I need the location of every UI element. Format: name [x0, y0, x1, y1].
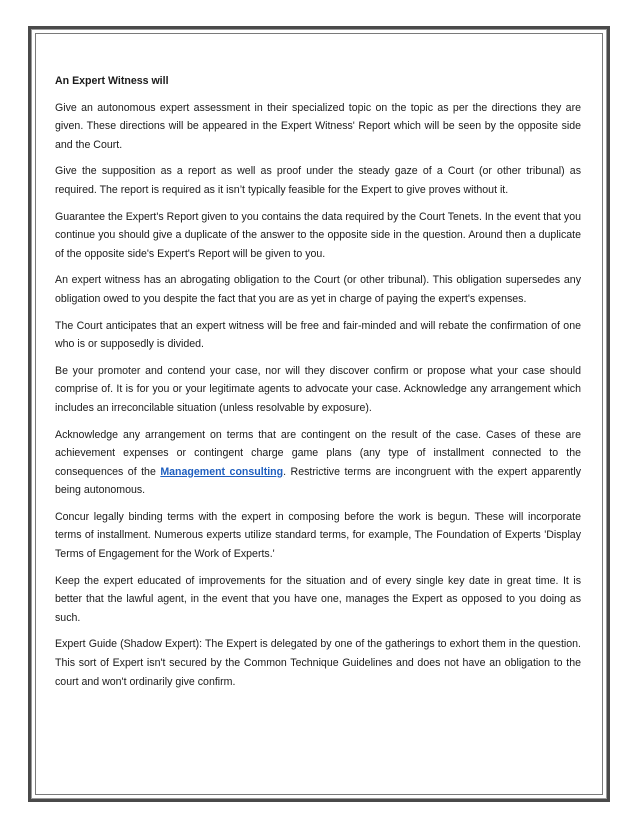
paragraph-9: Keep the expert educated of improvements for the situation and of every single key date in great time. It is better that the lawful agent, in the event that you have one, manages the Expert as opposed to you doing as such.	[55, 574, 581, 624]
paragraph-7-text-after: . Restrictive terms are incongruent with the expert apparently being autonomous.	[55, 465, 582, 497]
document-title: An Expert Witness will	[55, 75, 169, 87]
document-body	[55, 72, 581, 699]
paragraph-7	[55, 426, 581, 500]
paragraph-3: Guarantee the Expert's Report given to you contains the data required by the Court Tenets. In the event that you continue you should give a duplicate of the answer to the opposite side in the question. Around then a duplicate of the opposite side's Expert's Report will be given to you.	[55, 210, 581, 260]
paragraph-10: Expert Guide (Shadow Expert): The Expert is delegated by one of the gatherings to exhort them in the question. This sort of Expert isn't secured by the Common Technique Guidelines and does not have an obligation to the court and won't ordinarily give confirm.	[55, 638, 581, 688]
paragraph-6: Be your promoter and contend your case, nor will they discover confirm or propose what your case should comprise of. It is for you or your legitimate agents to advocate your case. Acknowledge any arrangement which includes an irreconcilable situation (unless resolvable by exposure).	[55, 364, 581, 414]
paragraph-8: Concur legally binding terms with the expert in composing before the work is begun. These will incorporate terms of installment. Numerous experts utilize standard terms, for example, The Foundation of Experts 'Display Terms of Engagement for the Work of Experts.'	[55, 510, 581, 561]
paragraph-5: The Court anticipates that an expert witness will be free and fair-minded and will rebate the confirmation of one who is or supposedly is divided.	[55, 319, 581, 351]
paragraph-1: Give an autonomous expert assessment in their specialized topic on the topic as per the directions they are given. These directions will be appeared in the Expert Witness' Report which will be seen by the opposite side and the Court.	[55, 101, 581, 151]
paragraph-2: Give the supposition as a report as well as proof under the steady gaze of a Court (or other tribunal) as required. The report is required as it isn’t typically feasible for the Expert to give proves without it.	[55, 165, 581, 196]
management-consulting-link[interactable]: Management consulting	[160, 465, 284, 478]
paragraph-4: An expert witness has an abrogating obligation to the Court (or other tribunal). This obligation supersedes any obligation owed to you despite the fact that you are as yet in charge of paying the expert's expenses.	[55, 274, 581, 305]
paragraph-7-text-before: Acknowledge any arrangement on terms that are contingent on the result of the case. Cases of these are achievement expenses or contingent charge game plans (any type of installment connected to the consequences of the	[55, 428, 581, 478]
